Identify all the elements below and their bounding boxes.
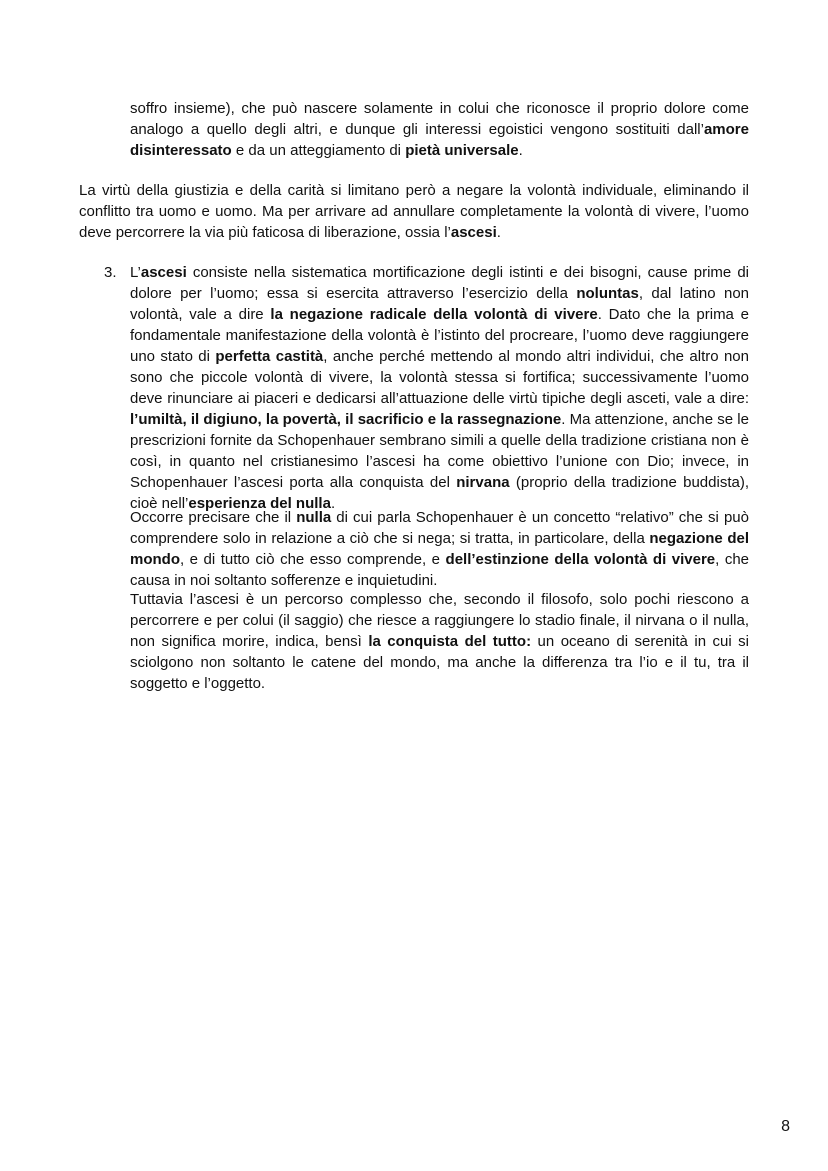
text-run: , dal latino non volontà, vale a dire bbox=[130, 285, 750, 323]
paragraph-tuttavia bbox=[130, 589, 749, 694]
text-run: . bbox=[330, 495, 336, 512]
bold-text-run: noluntas bbox=[576, 285, 639, 302]
text-run: consiste nella sistematica mortificazione degli istinti e dei bisogni, cause prime di dolore per l’uomo; essa si esercita attraverso l’esercizio della bbox=[130, 264, 749, 302]
bold-text-run: amore disinteressato bbox=[130, 121, 749, 159]
paragraph-virtue bbox=[79, 180, 749, 243]
text-run: , anche perché mettendo al mondo altri individui, che altro non sono che piccole volontà di vivere, la volontà stessa si fortifica; successivamente l’uomo deve rinunciare ai piaceri e dedicarsi all’attuazione delle virtù tipiche degli asceti, vale a dire: bbox=[130, 348, 749, 407]
bold-text-run: nulla bbox=[296, 509, 332, 526]
text-run: un oceano di serenità in cui si sciolgono non soltanto le catene del mondo, ma anche la differenza tra l’io e il tu, tra il soggetto e l’oggetto. bbox=[130, 633, 749, 692]
text-run: , e di tutto ciò che esso comprende, e bbox=[180, 551, 446, 568]
text-run: e da un atteggiamento di bbox=[231, 142, 406, 159]
bold-text-run: la negazione radicale della volontà di vivere bbox=[270, 306, 598, 323]
text-run: . bbox=[518, 142, 523, 159]
bold-text-run: dell’estinzione della volontà di vivere bbox=[445, 551, 716, 568]
text-run: La virtù della giustizia e della carità si limitano però a negare la volontà individuale, eliminando il conflitto tra uomo e uomo. Ma per arrivare ad annullare completamente la volontà di vivere, l’uomo deve percorrere la via più faticosa di liberazione, ossia l’ bbox=[79, 182, 749, 241]
bold-text-run: nirvana bbox=[456, 474, 510, 491]
list-item-number: 3. bbox=[104, 264, 117, 281]
bold-text-run: perfetta castità bbox=[215, 348, 324, 365]
bold-text-run: la conquista del tutto: bbox=[368, 633, 532, 650]
paragraph-ascesi bbox=[130, 262, 749, 514]
text-run: Tuttavia l’ascesi è un percorso complesso che, secondo il filosofo, solo pochi riescono a percorrere e per colui (il saggio) che riesce a raggiungere lo stadio finale, il nirvana o il nulla, non significa morire, indica, bensì bbox=[130, 591, 749, 650]
page-number: 8 bbox=[781, 1118, 790, 1135]
text-run: , che causa in noi soltanto sofferenze e inquietudini. bbox=[130, 551, 749, 589]
paragraph-continuation bbox=[130, 98, 749, 161]
text-run: Occorre precisare che il bbox=[130, 509, 297, 526]
bold-text-run: ascesi bbox=[450, 224, 497, 241]
bold-text-run: esperienza del nulla bbox=[188, 495, 331, 512]
bold-text-run: pietà universale bbox=[405, 142, 519, 159]
text-run: L’ bbox=[130, 264, 141, 281]
bold-text-run: negazione del mondo bbox=[130, 530, 749, 568]
bold-text-run: l’umiltà, il digiuno, la povertà, il sacrificio e la rassegnazione bbox=[130, 411, 562, 428]
text-run: . Dato che la prima e fondamentale manifestazione della volontà è l’istinto del procreare, l’uomo deve raggiungere uno stato di bbox=[130, 306, 749, 365]
text-run: di cui parla Schopenhauer è un concetto “relativo” che si può comprendere solo in relazione a ciò che si nega; si tratta, in particolare, della bbox=[130, 509, 749, 547]
text-run: . bbox=[496, 224, 501, 241]
paragraph-nulla bbox=[130, 507, 749, 591]
bold-text-run: ascesi bbox=[140, 264, 187, 281]
text-run: . Ma attenzione, anche se le prescrizioni fornite da Schopenhauer sembrano simili a quelle della tradizione cristiana non è così, in quanto nel cristianesimo l’ascesi ha come obiettivo l’unione con Dio; invece, in Schopenhauer l’ascesi porta alla conquista del bbox=[130, 411, 749, 491]
text-run: (proprio della tradizione buddista), cioè nell’ bbox=[130, 474, 749, 512]
text-run: soffro insieme), che può nascere solamente in colui che riconosce il proprio dolore come analogo a quello degli altri, e dunque gli interessi egoistici vengono sostituiti dall’ bbox=[130, 100, 749, 138]
